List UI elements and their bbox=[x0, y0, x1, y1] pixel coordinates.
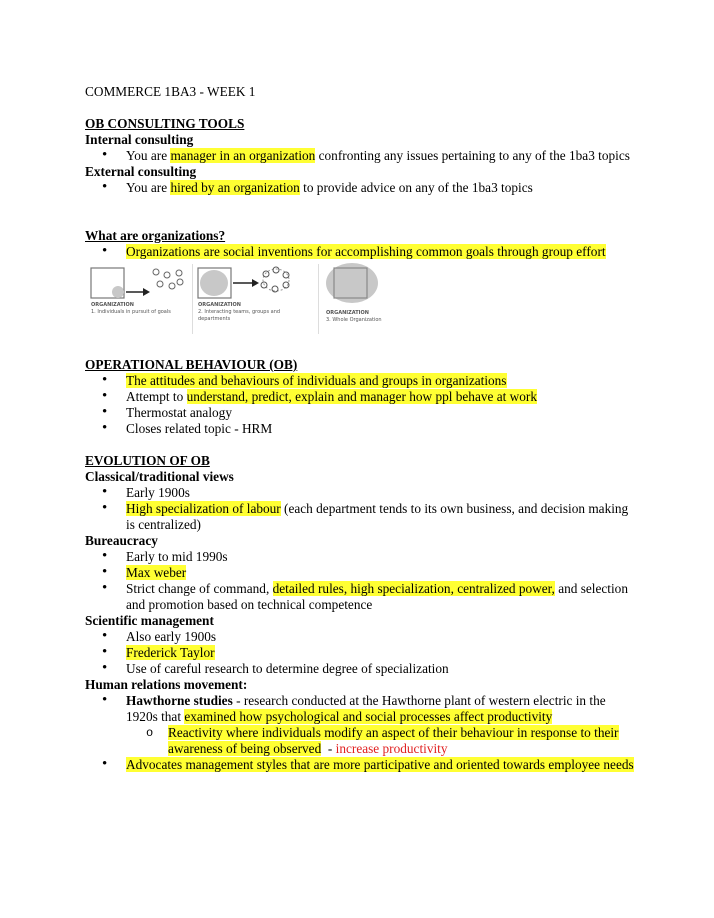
bureaucracy-list bbox=[85, 549, 635, 613]
list-item: • Early to mid 1990s bbox=[85, 549, 635, 565]
list-item: • Hawthorne studies - research conducted at the Hawthorne plant of western electric in the 1920s that examined how psychological and social processes affect productivity o Reactivity where individuals modify an aspect of their behaviour in response to their awareness of being observed - increase productivity bbox=[85, 693, 635, 757]
subheading-bureaucracy: Bureaucracy bbox=[85, 533, 158, 548]
organization-diagram bbox=[88, 262, 388, 342]
list-item bbox=[85, 757, 635, 773]
diagram-label: ORGANIZATION bbox=[198, 302, 241, 308]
highlighted-text: Organizations are social inventions for accomplishing common goals through group effort bbox=[126, 244, 606, 259]
highlighted-text: Reactivity where individuals modify an aspect of their behaviour in response to their awareness of being observed bbox=[168, 725, 619, 756]
highlighted-text: detailed rules, high specialization, centralized power, bbox=[272, 581, 555, 596]
list-item: • Closes related topic - HRM bbox=[85, 421, 635, 437]
red-text: increase productivity bbox=[335, 741, 448, 756]
diagram-label: ORGANIZATION bbox=[326, 310, 369, 316]
document-title: COMMERCE 1BA3 - WEEK 1 bbox=[85, 84, 256, 99]
diagram-divider bbox=[192, 264, 193, 334]
section-title-organizations: What are organizations? bbox=[85, 228, 226, 243]
external-consulting-list bbox=[85, 180, 635, 196]
human-relations-list bbox=[85, 693, 635, 773]
subheading-internal-consulting: Internal consulting bbox=[85, 132, 194, 147]
list-item: o Reactivity where individuals modify an aspect of their behaviour in response to their awareness of being observed - increase productivity bbox=[126, 725, 635, 757]
list-item: • Use of careful research to determine degree of specialization bbox=[85, 661, 635, 677]
organizations-list bbox=[85, 244, 635, 260]
list-item bbox=[85, 645, 635, 661]
highlighted-text: High specialization of labour bbox=[126, 501, 281, 516]
diagram-caption: 2. Interacting teams, groups and bbox=[198, 309, 281, 315]
ob-list bbox=[85, 373, 635, 437]
highlighted-text: understand, predict, explain and manager how ppl behave at work bbox=[186, 389, 537, 404]
list-item: • Early 1900s bbox=[85, 485, 635, 501]
diagram-label: ORGANIZATION bbox=[91, 302, 134, 308]
scientific-list bbox=[85, 629, 635, 677]
highlighted-text: manager in an organization bbox=[170, 148, 316, 163]
section-title-ob-tools: OB CONSULTING TOOLS bbox=[85, 116, 245, 131]
section-title-ob: OPERATIONAL BEHAVIOUR (OB) bbox=[85, 357, 298, 372]
hawthorne-sublist bbox=[126, 725, 635, 757]
section-title-evolution: EVOLUTION OF OB bbox=[85, 453, 210, 468]
diagram-panel-teams bbox=[196, 262, 296, 336]
list-item: • Attempt to understand, predict, explain and manager how ppl behave at work bbox=[85, 389, 635, 405]
classical-list bbox=[85, 485, 635, 533]
highlighted-text: Frederick Taylor bbox=[126, 645, 215, 660]
list-item: • You are manager in an organization confronting any issues pertaining to any of the 1ba3 topics bbox=[85, 148, 635, 164]
list-item bbox=[85, 373, 635, 389]
bold-term: Hawthorne studies bbox=[126, 693, 233, 708]
diagram-caption: departments bbox=[198, 316, 231, 322]
list-item bbox=[85, 565, 635, 581]
diagram-panel-individuals bbox=[88, 262, 188, 336]
document-body bbox=[85, 84, 635, 773]
highlighted-text: Max weber bbox=[126, 565, 187, 580]
diagram-divider bbox=[318, 264, 319, 334]
list-item bbox=[85, 244, 635, 260]
subheading-human-relations: Human relations movement: bbox=[85, 677, 248, 692]
diagram-panel-whole-org bbox=[324, 262, 388, 336]
internal-consulting-list bbox=[85, 148, 635, 164]
diagram-caption: 3. Whole Organization bbox=[326, 317, 382, 323]
list-item: • Strict change of command, detailed rules, high specialization, centralized power, and selection and promotion based on technical competence bbox=[85, 581, 635, 613]
list-item: • High specialization of labour (each department tends to its own business, and decision making is centralized) bbox=[85, 501, 635, 533]
subheading-classical: Classical/traditional views bbox=[85, 469, 234, 484]
highlighted-text: hired by an organization bbox=[170, 180, 300, 195]
highlighted-text: Advocates management styles that are more participative and oriented towards employee needs bbox=[126, 757, 634, 772]
list-item: • Also early 1900s bbox=[85, 629, 635, 645]
list-item: • You are hired by an organization to provide advice on any of the 1ba3 topics bbox=[85, 180, 635, 196]
subheading-external-consulting: External consulting bbox=[85, 164, 197, 179]
highlighted-text: examined how psychological and social processes affect productivity bbox=[184, 709, 553, 724]
highlighted-text: The attitudes and behaviours of individuals and groups in organizations bbox=[126, 373, 507, 388]
list-item: • Thermostat analogy bbox=[85, 405, 635, 421]
subheading-scientific: Scientific management bbox=[85, 613, 214, 628]
diagram-caption: 1. Individuals in pursuit of goals bbox=[91, 309, 171, 315]
